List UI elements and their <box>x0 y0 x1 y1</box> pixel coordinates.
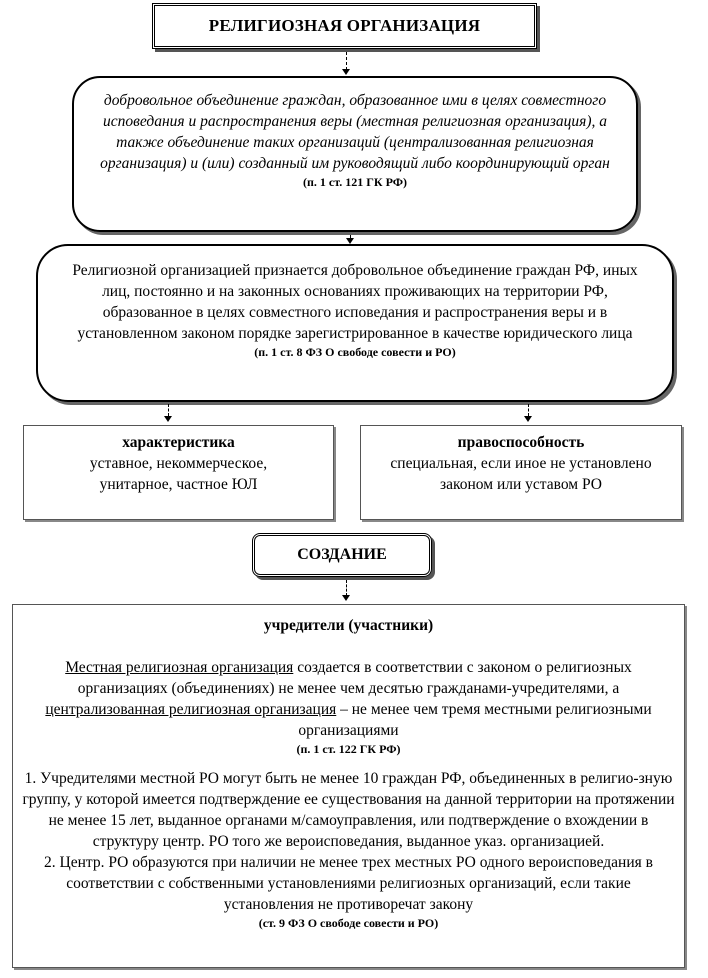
founders-reference-1: (п. 1 ст. 122 ГК РФ) <box>296 742 401 756</box>
local-org-term: Местная религиозная организация <box>65 659 294 676</box>
local-org-text: создается в соответствии с законом о религиозных организациях (объединениях) не менее чем десятью гражданами-учредителями, а <box>77 659 632 697</box>
central-org-term: централизованная религиозная организация <box>45 701 337 718</box>
arrow-to-founders <box>342 595 350 601</box>
title-box <box>152 3 537 49</box>
connector-law-characteristic <box>168 404 169 416</box>
founders-rule-paragraph <box>21 657 676 741</box>
creation-heading: СОЗДАНИЕ <box>297 546 387 563</box>
characteristic-heading: характеристика <box>122 434 235 451</box>
characteristic-text: уставное, некоммерческое, унитарное, частное ЮЛ <box>89 455 268 493</box>
founders-heading: учредители (участники) <box>263 617 434 634</box>
diagram-title: РЕЛИГИОЗНАЯ ОРГАНИЗАЦИЯ <box>208 16 481 35</box>
central-org-text: – не менее чем тремя местными религиозными организациями <box>298 701 652 739</box>
capacity-box <box>360 425 682 520</box>
characteristic-box <box>23 425 334 520</box>
definition-reference: (п. 1 ст. 121 ГК РФ) <box>303 175 407 189</box>
connector-title-definition <box>346 52 347 70</box>
capacity-text: специальная, если иное не установлено законом или уставом РО <box>390 455 652 493</box>
federal-law-box <box>36 244 674 402</box>
federal-law-text: Религиозной организацией признается добровольное объединение граждан РФ, иных лиц, постоянно и на законных основаниях проживающих на территории РФ, образованное в целях совместного исповедания и распространения веры и в установленном законом порядке зарегистрированное в качестве юридического лица <box>72 262 638 342</box>
arrow-to-capacity <box>524 416 532 422</box>
creation-box <box>252 533 432 577</box>
connector-creation-founders <box>346 580 347 596</box>
founders-point-2: 2. Центр. РО образуются при наличии не менее трех местных РО одного вероисповедания в соответствии с собственными установлениями религиозных организаций, если такие установления не противоречат закону <box>44 854 653 913</box>
founders-box <box>12 604 685 968</box>
definition-text: добровольное объединение граждан, образованное ими в целях совместного исповедания и распространения веры (местная религиозная организация), а также объединение таких организаций (централизованная религиозная организация) и (или) созданный им руководящий либо координирующий орган <box>100 92 610 172</box>
federal-law-reference: (п. 1 ст. 8 ФЗ О свободе совести и РО) <box>254 345 456 359</box>
connector-law-capacity <box>528 404 529 416</box>
arrow-to-characteristic <box>164 416 172 422</box>
arrow-to-definition <box>342 69 350 75</box>
capacity-heading: правоспособность <box>457 434 585 451</box>
founders-point-1: 1. Учредителями местной РО могут быть не менее 10 граждан РФ, объединенных в религио-зную группу, у которой имеется подтверждение ее существования на данной территории на протяжении не менее 15 лет, выданное органами м/самоуправления, или подтверждение о вхождении в структуру центр. РО того же вероисповедания, выданное указ. организацией. <box>22 770 675 850</box>
founders-reference-2: (ст. 9 ФЗ О свободе совести и РО) <box>258 916 439 930</box>
definition-box <box>72 76 638 232</box>
